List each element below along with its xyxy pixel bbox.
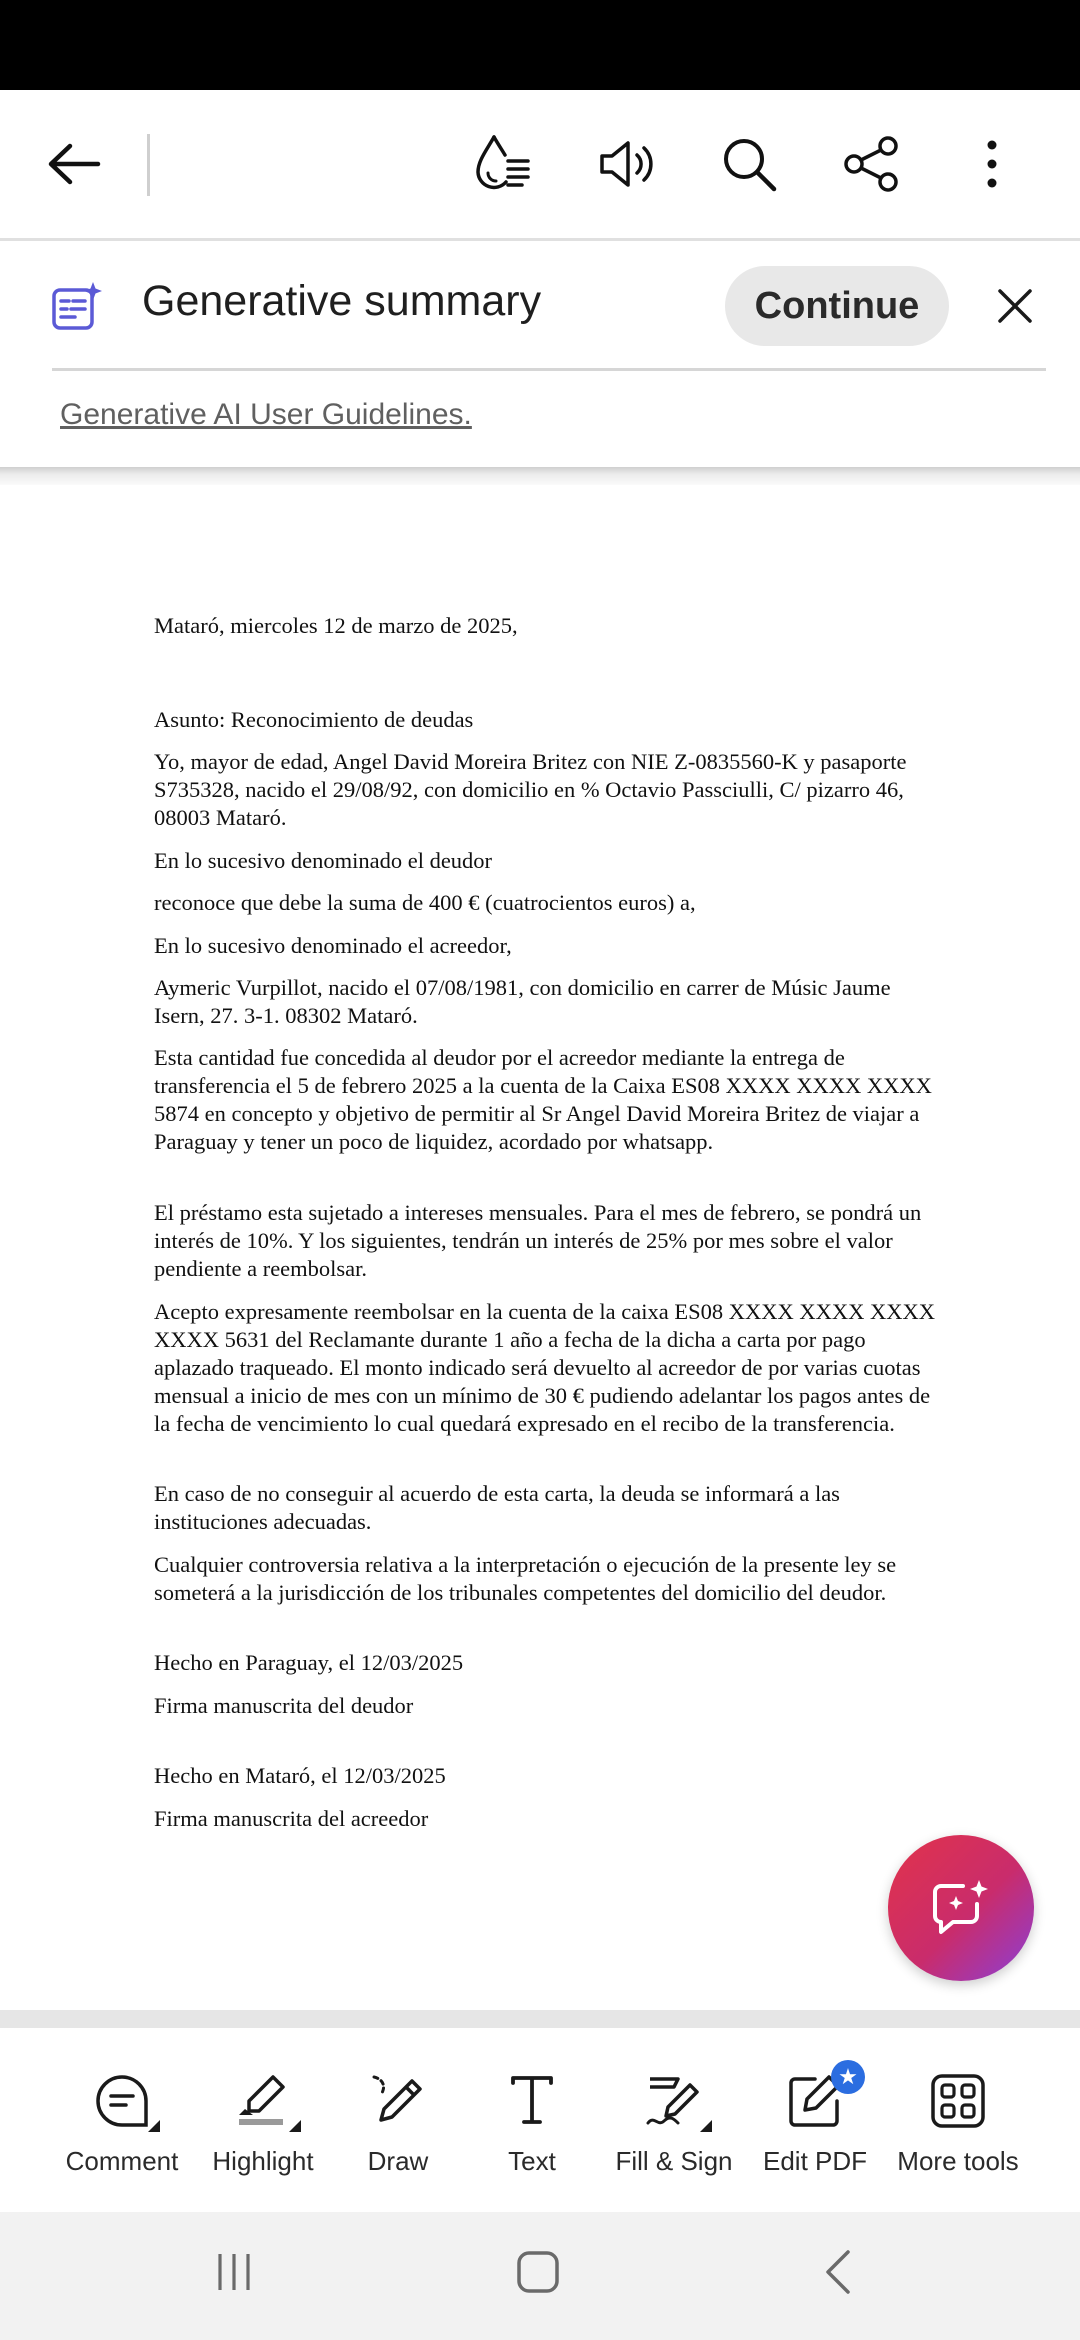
share-icon[interactable] [836, 124, 906, 204]
generative-summary-icon [50, 279, 104, 333]
letter-paragraph: El préstamo esta sujetado a intereses mensuales. Para el mes de febrero, se pondrá un interés de 10%. Y los siguientes, tendrán un interés de 25% por mes sobre el valor pendiente a reembolsar. [154, 1200, 922, 1281]
letter-paragraph: Aymeric Vurpillot, nacido el 07/08/1981, con domicilio en carrer de Músic Jaume Isern, 27. 3-1. 08302 Mataró. [154, 975, 891, 1028]
ai-assistant-icon [929, 1878, 993, 1938]
letter-paragraph: Esta cantidad fue concedida al deudor por el acreedor mediante la entrega de transferencia el 5 de febrero 2025 a la cuenta de la Caixa ES08 XXXX XXXX XXXX 5874 en concepto y objetivo de permitir al Sr Angel David Moreira Britez de viajar a Paraguay y tener un poco de liquidez, acordado por whatsapp. [154, 1045, 932, 1154]
edit-pdf-icon [775, 2064, 858, 2134]
back-icon[interactable] [808, 2242, 868, 2302]
letter-paragraph: Acepto expresamente reembolsar en la cuenta de la caixa ES08 XXXX XXXX XXXX XXXX 5631 del Reclamante durante 1 año a fecha de la dicha a carta por pago aplazado traqueado. El monto indicado será devuelto al acreedor de por varias cuotas mensual a inicio de mes con un mínimo de 30 € pudiendo adelantar los pagos antes de la fecha de vencimiento lo cual quedará expresado en el recibo de la transferencia. [154, 1299, 935, 1436]
close-icon[interactable] [990, 281, 1040, 331]
ai-assistant-button[interactable] [888, 1835, 1034, 1981]
liquid-mode-icon[interactable] [468, 124, 538, 204]
letter-paragraph: Yo, mayor de edad, Angel David Moreira Britez con NIE Z-0835560-K y pasaporte S735328, nacido el 29/08/92, con domicilio en % Octavio Passciulli, C/ pizarro 46, 08003 Mataró. [154, 749, 907, 830]
tool-text[interactable] [462, 2028, 602, 2212]
toolbar-separator [0, 2010, 1080, 2028]
comment-icon [82, 2068, 162, 2134]
tool-draw[interactable] [328, 2028, 468, 2212]
continue-button[interactable]: Continue [725, 266, 949, 346]
star-badge-icon: ★ [831, 2060, 865, 2094]
tool-comment[interactable] [52, 2028, 192, 2212]
letter-subject: Asunto: Reconocimiento de deudas [154, 707, 474, 732]
bottom-toolbar [0, 2028, 1080, 2212]
home-icon[interactable] [508, 2242, 568, 2302]
text-icon [492, 2068, 572, 2134]
letter-signature-line: Firma manuscrita del deudor [154, 1693, 414, 1718]
read-aloud-icon[interactable] [592, 124, 662, 204]
app-bar-divider [147, 134, 150, 196]
letter-date: Mataró, miercoles 12 de marzo de 2025, [154, 613, 518, 638]
tool-label: Draw [367, 2146, 429, 2176]
back-arrow-icon[interactable] [40, 124, 108, 204]
tool-label: Highlight [212, 2146, 314, 2176]
search-icon[interactable] [714, 124, 784, 204]
highlight-icon [223, 2068, 303, 2134]
more-icon[interactable] [960, 124, 1024, 204]
pdf-page[interactable] [0, 485, 1080, 2008]
ai-guidelines-link[interactable]: Generative AI User Guidelines. [60, 398, 472, 431]
fill-sign-icon [634, 2068, 714, 2134]
tool-more-tools[interactable] [888, 2028, 1028, 2212]
more-tools-icon [918, 2068, 998, 2134]
status-bar [0, 0, 1080, 90]
letter-signed-place: Hecho en Paraguay, el 12/03/2025 [154, 1650, 464, 1675]
system-nav-bar [0, 2212, 1080, 2340]
draw-icon [358, 2068, 438, 2134]
letter-paragraph: reconoce que debe la suma de 400 € (cuatrocientos euros) a, [154, 890, 696, 915]
panel-divider [52, 368, 1046, 371]
letter-paragraph: Cualquier controversia relativa a la interpretación o ejecución de la presente ley se someterá a la jurisdicción de los tribunales competentes del domicilio del deudor. [154, 1552, 897, 1605]
tool-label: Edit PDF [762, 2146, 868, 2176]
tool-label: Comment [65, 2146, 179, 2176]
letter-paragraph: En lo sucesivo denominado el deudor [154, 848, 493, 873]
panel-shadow [0, 467, 1080, 485]
letter-signed-place: Hecho en Mataró, el 12/03/2025 [154, 1763, 446, 1788]
tool-label: Text [508, 2146, 556, 2176]
letter-paragraph: En lo sucesivo denominado el acreedor, [154, 933, 512, 958]
tool-edit-pdf[interactable] [745, 2028, 885, 2212]
tool-label: More tools [897, 2146, 1019, 2176]
letter-signature-line: Firma manuscrita del acreedor [154, 1806, 429, 1831]
summary-title: Generative summary [142, 277, 542, 325]
tool-label: Fill & Sign [615, 2146, 733, 2176]
tool-highlight[interactable] [193, 2028, 333, 2212]
app-bar [0, 90, 1080, 238]
recents-icon[interactable] [204, 2242, 264, 2302]
letter-paragraph: En caso de no conseguir al acuerdo de esta carta, la deuda se informará a las instituciones adecuadas. [154, 1481, 840, 1534]
generative-summary-panel [0, 241, 1080, 467]
tool-fill-sign[interactable] [597, 2028, 751, 2212]
